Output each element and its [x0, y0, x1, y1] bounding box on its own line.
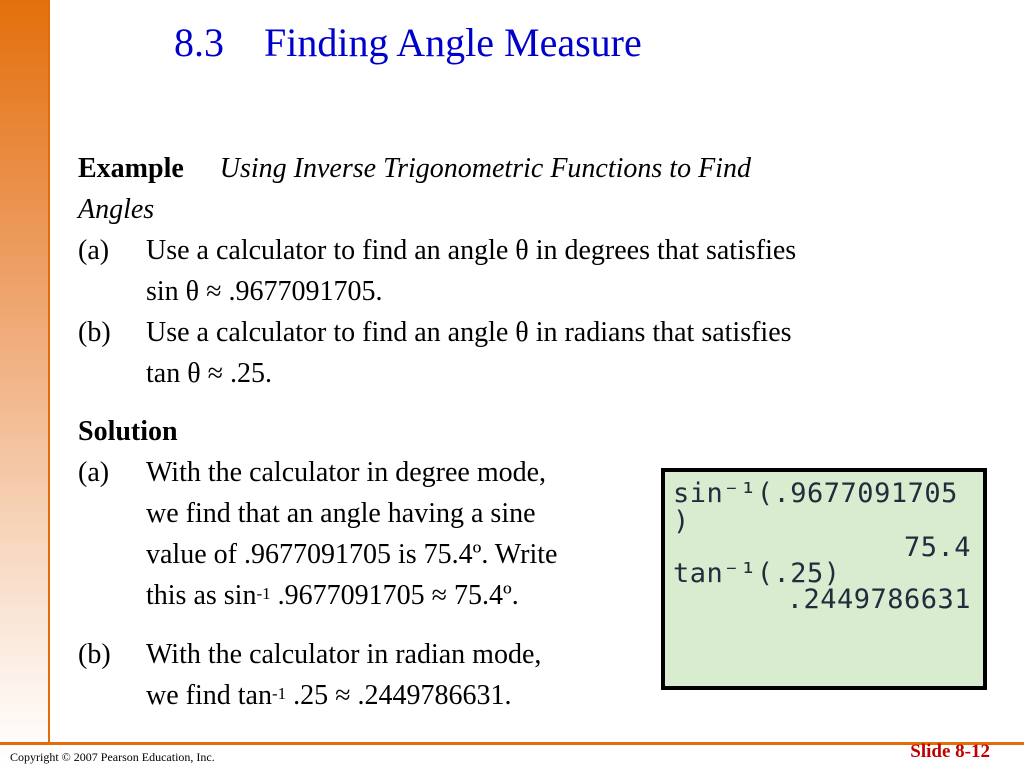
slide-number: Slide 8-12 [910, 741, 990, 762]
solution-b-line2-result: .25 ≈ .2449786631. [286, 680, 512, 711]
calc-result-1: 75.4 [903, 532, 971, 563]
solution-b-line2-text: we find tan [146, 680, 272, 711]
solution-a-line4 [146, 575, 519, 616]
calc-line-2: ) [673, 506, 690, 537]
solution-b-label: (b) [78, 639, 111, 670]
solution-a-line1: With the calculator in degree mode, [146, 457, 547, 488]
example-b-line1: Use a calculator to find an angle θ in radians that satisfies [146, 317, 792, 348]
example-heading-line2: Angles [78, 194, 155, 225]
solution-a-line4-text: this as sin [146, 580, 257, 611]
solution-a-line3: value of .9677091705 is 75.4º. Write [146, 539, 558, 570]
section-number: 8.3 [174, 20, 224, 65]
solution-a-label: (a) [78, 457, 110, 488]
inverse-superscript: -1 [271, 684, 287, 703]
calc-line-1: sin⁻¹(.9677091705 [673, 478, 958, 509]
slide-title [174, 19, 642, 66]
example-heading [78, 148, 751, 189]
calculator-display [665, 472, 983, 686]
example-a-line1: Use a calculator to find an angle θ in degrees that satisfies [146, 235, 797, 266]
solution-b-line2 [146, 675, 512, 716]
bottom-divider-line [0, 742, 1024, 745]
calc-result-2: .2449786631 [786, 584, 971, 615]
example-b-label: (b) [78, 317, 111, 348]
left-divider-line [48, 0, 50, 745]
calculator-screenshot [661, 468, 987, 690]
inverse-superscript: -1 [256, 584, 271, 603]
example-a-label: (a) [78, 235, 110, 266]
solution-label: Solution [78, 416, 178, 447]
section-title: Finding Angle Measure [264, 20, 642, 65]
copyright-text: Copyright © 2007 Pearson Education, Inc. [10, 750, 215, 764]
example-b-line2: tan θ ≈ .25. [146, 358, 272, 389]
example-a-line2: sin θ ≈ .9677091705. [146, 276, 383, 307]
solution-b-line1: With the calculator in radian mode, [146, 639, 542, 670]
left-gradient-bar [0, 0, 48, 768]
solution-a-line4-result: .9677091705 ≈ 75.4º. [270, 580, 519, 611]
example-heading-line1: Using Inverse Trigonometric Functions to Find [219, 153, 751, 184]
example-label: Example [78, 153, 184, 184]
calc-line-3: tan⁻¹(.25) [673, 558, 841, 589]
solution-a-line2: we find that an angle having a sine [146, 498, 536, 529]
